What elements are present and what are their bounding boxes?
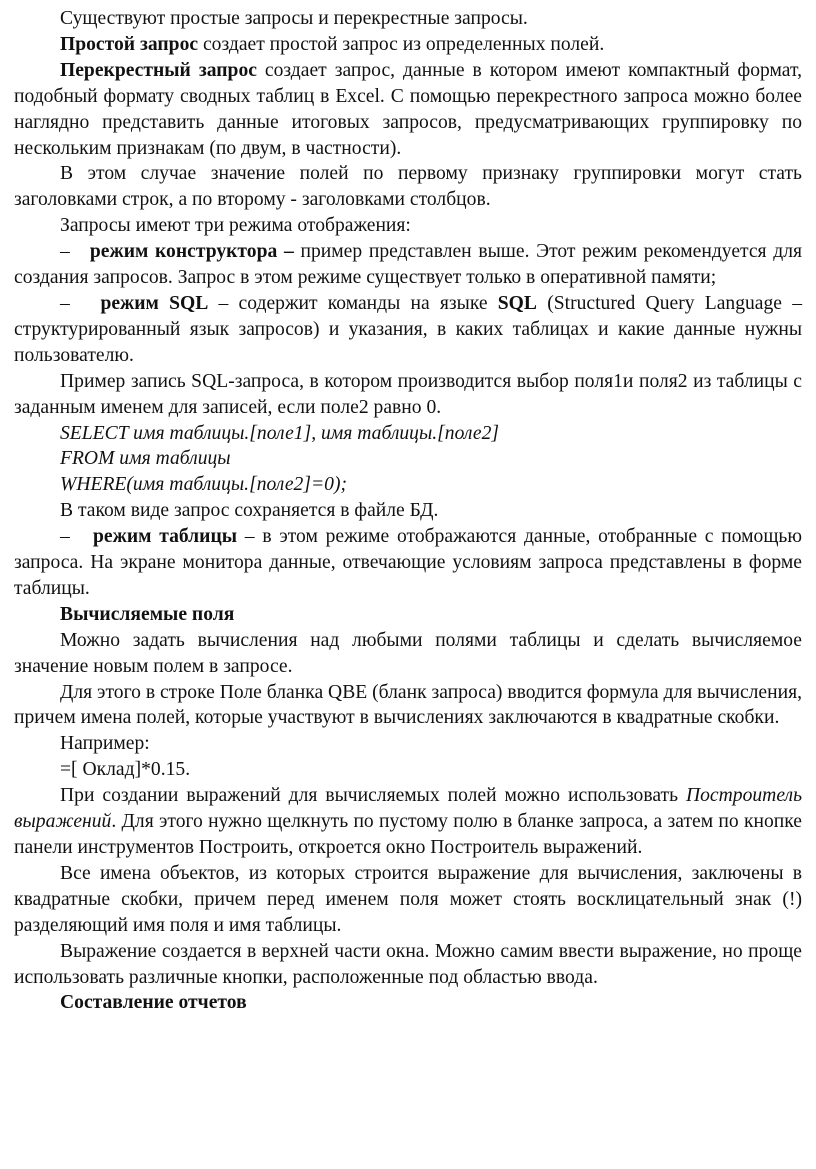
paragraph-example-label: Например: — [60, 733, 150, 755]
paragraph-expression-builder-rest: . Для этого нужно щелкнуть по пустому полю в бланке запроса, а затем по кнопке панели инструментов Построить, откроется окно Построитель выражений. — [14, 811, 802, 858]
list-item-table-mode-text: – в этом режиме отображаются данные, отобранные с помощью запроса. На экране монитора данные, отвечающие условиям запроса представлены в форме таблицы. — [14, 526, 802, 599]
paragraph-expression-builder — [14, 783, 802, 861]
heading-reports: Составление отчетов — [60, 992, 247, 1014]
paragraph-crosstab-query — [14, 58, 802, 162]
paragraph-saved-form: В таком виде запрос сохраняется в файле БД. — [60, 500, 439, 522]
list-item-sql-mode-text-1: – содержит команды на языке — [208, 292, 498, 314]
code-line-from: FROM имя таблицы — [60, 448, 231, 470]
heading-calculated-fields: Вычисляемые поля — [60, 603, 235, 625]
paragraph-object-names: Все имена объектов, из которых строится выражение для вычисления, заключены в квадратные скобки, причем перед именем поля может стоять восклицательный знак (!) разделяющий имя поля и имя таблицы. — [14, 862, 802, 936]
dash-marker: – — [60, 526, 70, 548]
dash-marker: – — [60, 292, 70, 314]
dash-marker: – — [60, 241, 70, 263]
list-item-design-mode-text: пример представлен выше. Этот режим рекомендуется для создания запросов. Запрос в этом режиме существует только в оперативной памяти; — [14, 241, 802, 289]
paragraph-simple-query — [14, 32, 802, 58]
paragraph-display-modes: Запросы имеют три режима отображения: — [60, 215, 411, 237]
term-table-mode: режим таблицы — [93, 526, 238, 548]
list-item-sql-mode — [14, 291, 802, 369]
paragraph-calculations: Можно задать вычисления над любыми полями таблицы и сделать вычисляемое значение новым полем в запросе. — [14, 629, 802, 677]
term-simple-query: Простой запрос — [60, 33, 199, 55]
formula-example: =[ Оклад]*0.15. — [60, 759, 191, 781]
paragraph-expression-area: Выражение создается в верхней части окна. Можно самим ввести выражение, но проще использовать различные кнопки, расположенные под областью ввода. — [14, 940, 802, 988]
paragraph-grouping: В этом случае значение полей по первому признаку группировки могут стать заголовками строк, а по второму - заголовками столбцов. — [14, 163, 802, 211]
paragraph-sql-example: Пример запись SQL-запроса, в котором производится выбор поля1и поля2 из таблицы с заданным именем для записей, если поле2 равно 0. — [14, 370, 802, 418]
paragraph-qbe-formula: Для этого в строке Поле бланка QBE (бланк запроса) вводится формула для вычисления, причем имена полей, которые участвуют в вычислениях заключаются в квадратные скобки. — [14, 681, 802, 729]
list-item-sql-mode-text-2: (Structured Query Language – структурированный язык запросов) и указания, в каких таблицах и какие данные нужны пользователю. — [14, 292, 803, 366]
code-line-select: SELECT имя таблицы.[поле1], имя таблицы.[поле2] — [60, 422, 500, 444]
list-item-table-mode — [14, 524, 802, 602]
term-crosstab-query: Перекрестный запрос — [60, 59, 257, 81]
code-line-where: WHERE(имя таблицы.[поле2]=0); — [60, 474, 348, 496]
term-expression-builder: Построитель выражений — [14, 785, 802, 833]
paragraph-expression-builder-pre: При создании выражений для вычисляемых полей можно использовать — [60, 785, 686, 807]
paragraph-crosstab-query-text: создает запрос, данные в котором имеют компактный формат, подобный формату сводных таблиц в Excel. С помощью перекрестного запроса можно более наглядно представить данные итоговых запросов, предусматривающих группировку по нескольким признакам (по двум, в частности). — [14, 59, 802, 159]
term-sql: SQL — [497, 292, 537, 314]
term-design-mode: режим конструктора – — [89, 241, 294, 263]
term-sql-mode: режим SQL — [100, 292, 209, 314]
paragraph-query-types: Существуют простые запросы и перекрестные запросы. — [60, 8, 528, 29]
list-item-design-mode — [14, 239, 802, 291]
paragraph-simple-query-text: создает простой запрос из определенных полей. — [198, 33, 605, 55]
